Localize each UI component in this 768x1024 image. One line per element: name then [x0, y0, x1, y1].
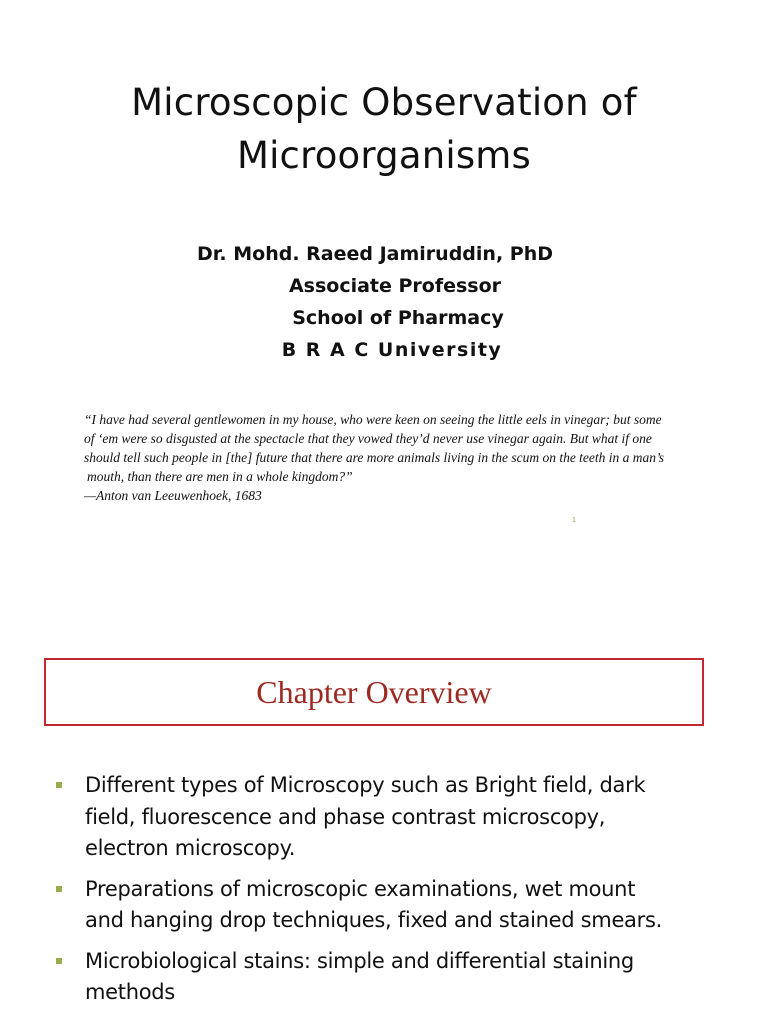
- chapter-overview-heading: Chapter Overview: [256, 674, 492, 710]
- author-block: [0, 238, 768, 366]
- author-position: Associate Professor: [288, 275, 502, 297]
- square-bullet-icon: [56, 958, 62, 964]
- overview-bullet-list: [54, 770, 724, 1018]
- square-bullet-icon: [56, 782, 62, 788]
- square-bullet-icon: [56, 886, 62, 892]
- list-item: [54, 770, 724, 865]
- bullet-1-line-2: field, fluorescence and phase contrast microscopy,: [85, 804, 606, 829]
- page-number: 1: [572, 517, 576, 524]
- slide-title-line-1: Microscopic Observation of: [131, 81, 637, 124]
- leeuwenhoek-quote: [84, 410, 729, 505]
- quote-line-2: of ‘em were so disgusted at the spectacle that they vowed they’d never use vinegar again. But what if one: [84, 431, 652, 446]
- author-name: Dr. Mohd. Raeed Jamiruddin, PhD: [196, 243, 554, 265]
- bullet-1-line-3: electron microscopy.: [85, 836, 296, 860]
- quote-line-1: “I have had several gentlewomen in my house, who were keen on seeing the little eels in vinegar; but some: [84, 412, 662, 427]
- list-item: [54, 874, 724, 937]
- list-item: [54, 946, 724, 1009]
- bullet-3-line-2: methods: [85, 980, 175, 1004]
- bullet-2-line-1: Preparations of microscopic examinations, wet mount: [85, 876, 636, 901]
- chapter-overview-box: [44, 658, 704, 726]
- bullet-2-line-2: and hanging drop techniques, fixed and stained smears.: [85, 908, 662, 932]
- author-department: School of Pharmacy: [292, 307, 504, 329]
- slide-title-line-2: Microorganisms: [236, 134, 532, 177]
- author-institution: B R A C University: [281, 339, 503, 361]
- quote-attribution: —Anton van Leeuwenhoek, 1683: [84, 488, 262, 503]
- bullet-3-line-1: Microbiological stains: simple and differential staining: [85, 948, 634, 973]
- quote-line-4: mouth, than there are men in a whole kingdom?”: [87, 469, 353, 484]
- slide-title: [0, 76, 768, 182]
- bullet-1-line-1: Different types of Microscopy such as Bright field, dark: [85, 773, 646, 797]
- quote-line-3: should tell such people in [the] future that there are more animals living in the scum on the teeth in a man’s: [84, 450, 665, 465]
